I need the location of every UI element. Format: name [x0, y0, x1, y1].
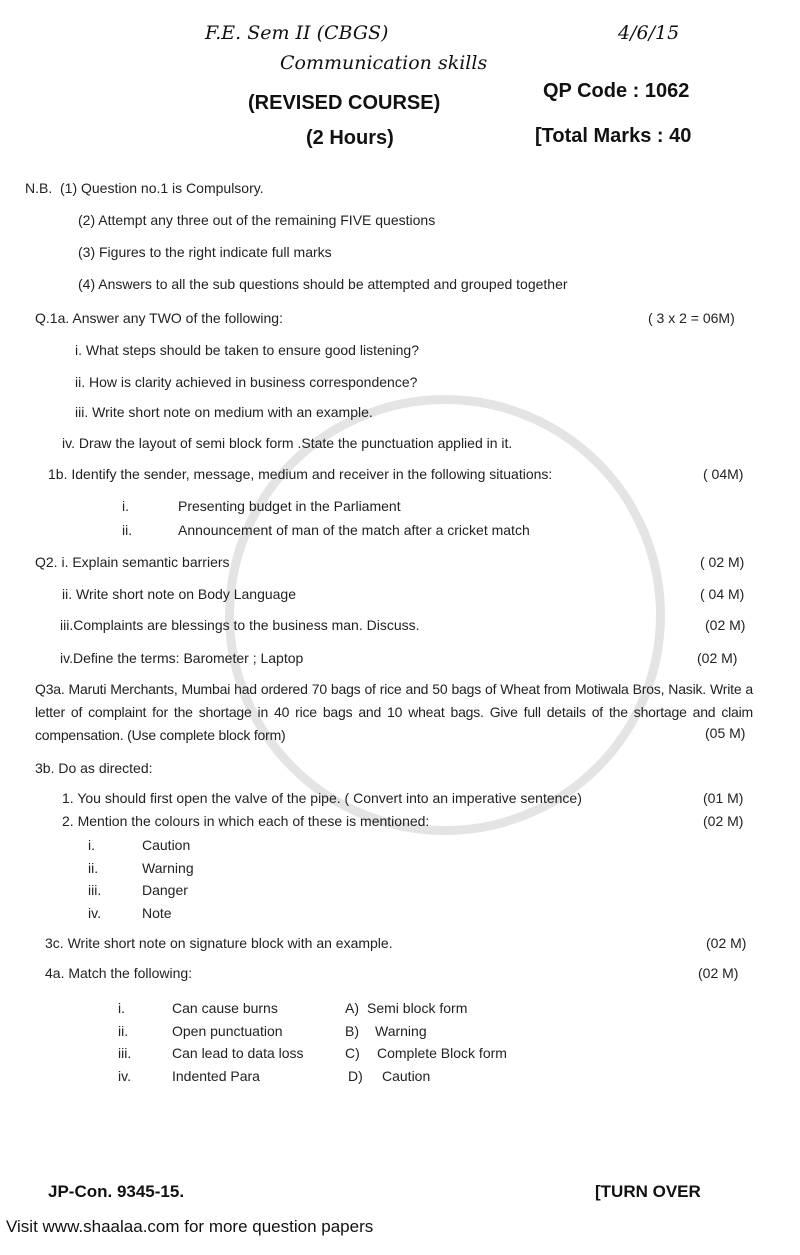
q3a-text — [35, 678, 753, 747]
match-num: ii. — [118, 1023, 129, 1039]
match-left: Indented Para — [172, 1068, 260, 1084]
q2-item: Q2. i. Explain semantic barriers — [35, 554, 230, 570]
q1b-item: Presenting budget in the Parliament — [178, 498, 401, 514]
match-right: Warning — [375, 1023, 427, 1039]
q1b-item: Announcement of man of the match after a cricket match — [178, 522, 530, 538]
q3c-text: 3c. Write short note on signature block with an example. — [45, 935, 393, 951]
match-right: Complete Block form — [377, 1045, 507, 1061]
exam-code: JP-Con. 9345-15. — [48, 1182, 185, 1201]
note-1: (1) Question no.1 is Compulsory. — [60, 180, 264, 196]
q1a-title: Q.1a. Answer any TWO of the following: — [35, 310, 283, 326]
q4a-title: 4a. Match the following: — [45, 965, 193, 981]
q3b-title: 3b. Do as directed: — [35, 760, 153, 776]
q3b-sub-num: ii. — [88, 860, 99, 876]
handwritten-course: F.E. Sem II (CBGS) — [205, 22, 389, 44]
handwritten-date: 4/6/15 — [618, 22, 680, 44]
q4a-marks: (02 M) — [698, 965, 739, 981]
q3b-sub-num: iii. — [88, 882, 102, 898]
note-4: (4) Answers to all the sub questions should be attempted and grouped together — [78, 276, 568, 292]
match-letter: D) — [348, 1068, 363, 1084]
match-right: Caution — [382, 1068, 431, 1084]
watermark-circle — [225, 395, 665, 835]
nb-label: N.B. — [25, 180, 53, 196]
q1a-item: iv. Draw the layout of semi block form .State the punctuation applied in it. — [62, 435, 513, 451]
q1a-item: ii. How is clarity achieved in business correspondence? — [75, 374, 418, 390]
q3a-marks: (05 M) — [705, 725, 746, 741]
match-num: iii. — [118, 1045, 132, 1061]
q1b-title: 1b. Identify the sender, message, medium and receiver in the following situations: — [48, 466, 553, 482]
q3b-sub-num: i. — [88, 837, 95, 853]
q1b-marks: ( 04M) — [703, 466, 744, 482]
q3b-sub-item: Note — [142, 905, 172, 921]
q3c-marks: (02 M) — [706, 935, 747, 951]
match-right: Semi block form — [367, 1000, 468, 1016]
q1a-item: i. What steps should be taken to ensure good listening? — [75, 342, 419, 358]
match-letter: C) — [345, 1045, 360, 1061]
note-2: (2) Attempt any three out of the remaining FIVE questions — [78, 212, 436, 228]
q3b-sub-item: Warning — [142, 860, 194, 876]
q3b-sub-num: iv. — [88, 905, 101, 921]
q3a-body: Q3a. Maruti Merchants, Mumbai had ordered 70 bags of rice and 50 bags of Wheat from Motiwala Bros, Nasik. Write a letter of complaint for the shortage in 40 rice bags and 10 wheat bags. Give full details of the shortage and claim compensation. (Use complete block form) — [35, 681, 753, 743]
qp-code: QP Code : 1062 — [543, 80, 690, 102]
match-left: Open punctuation — [172, 1023, 283, 1039]
q2-marks: (02 M) — [705, 617, 746, 633]
q1b-num: i. — [122, 498, 129, 514]
q2-marks: ( 04 M) — [700, 586, 745, 602]
q3b-marks: (01 M) — [703, 790, 744, 806]
note-3: (3) Figures to the right indicate full marks — [78, 244, 332, 260]
revised-course: (REVISED COURSE) — [248, 92, 441, 114]
q2-item: iii.Complaints are blessings to the business man. Discuss. — [60, 617, 420, 633]
match-left: Can cause burns — [172, 1000, 278, 1016]
match-left: Can lead to data loss — [172, 1045, 304, 1061]
q2-marks: ( 02 M) — [700, 554, 745, 570]
q2-item: ii. Write short note on Body Language — [62, 586, 297, 602]
handwritten-subject: Communication skills — [280, 52, 488, 74]
total-marks: [Total Marks : 40 — [535, 125, 692, 147]
q1a-item: iii. Write short note on medium with an example. — [75, 404, 373, 420]
q2-marks: (02 M) — [697, 650, 738, 666]
q1a-marks: ( 3 x 2 = 06M) — [648, 310, 735, 326]
match-letter: B) — [345, 1023, 359, 1039]
match-letter: A) — [345, 1000, 359, 1016]
q3b-sub-item: Danger — [142, 882, 188, 898]
duration: (2 Hours) — [306, 127, 394, 149]
q1b-num: ii. — [122, 522, 133, 538]
turn-over: [TURN OVER — [595, 1182, 701, 1201]
shaalaa-link[interactable]: Visit www.shaalaa.com for more question papers — [6, 1217, 374, 1236]
match-num: iv. — [118, 1068, 131, 1084]
match-num: i. — [118, 1000, 125, 1016]
q3b-sub-item: Caution — [142, 837, 191, 853]
q3b-item: 2. Mention the colours in which each of these is mentioned: — [62, 813, 430, 829]
q3b-item: 1. You should first open the valve of the pipe. ( Convert into an imperative sentence) — [62, 790, 582, 806]
q3b-marks: (02 M) — [703, 813, 744, 829]
q2-item: iv.Define the terms: Barometer ; Laptop — [60, 650, 304, 666]
